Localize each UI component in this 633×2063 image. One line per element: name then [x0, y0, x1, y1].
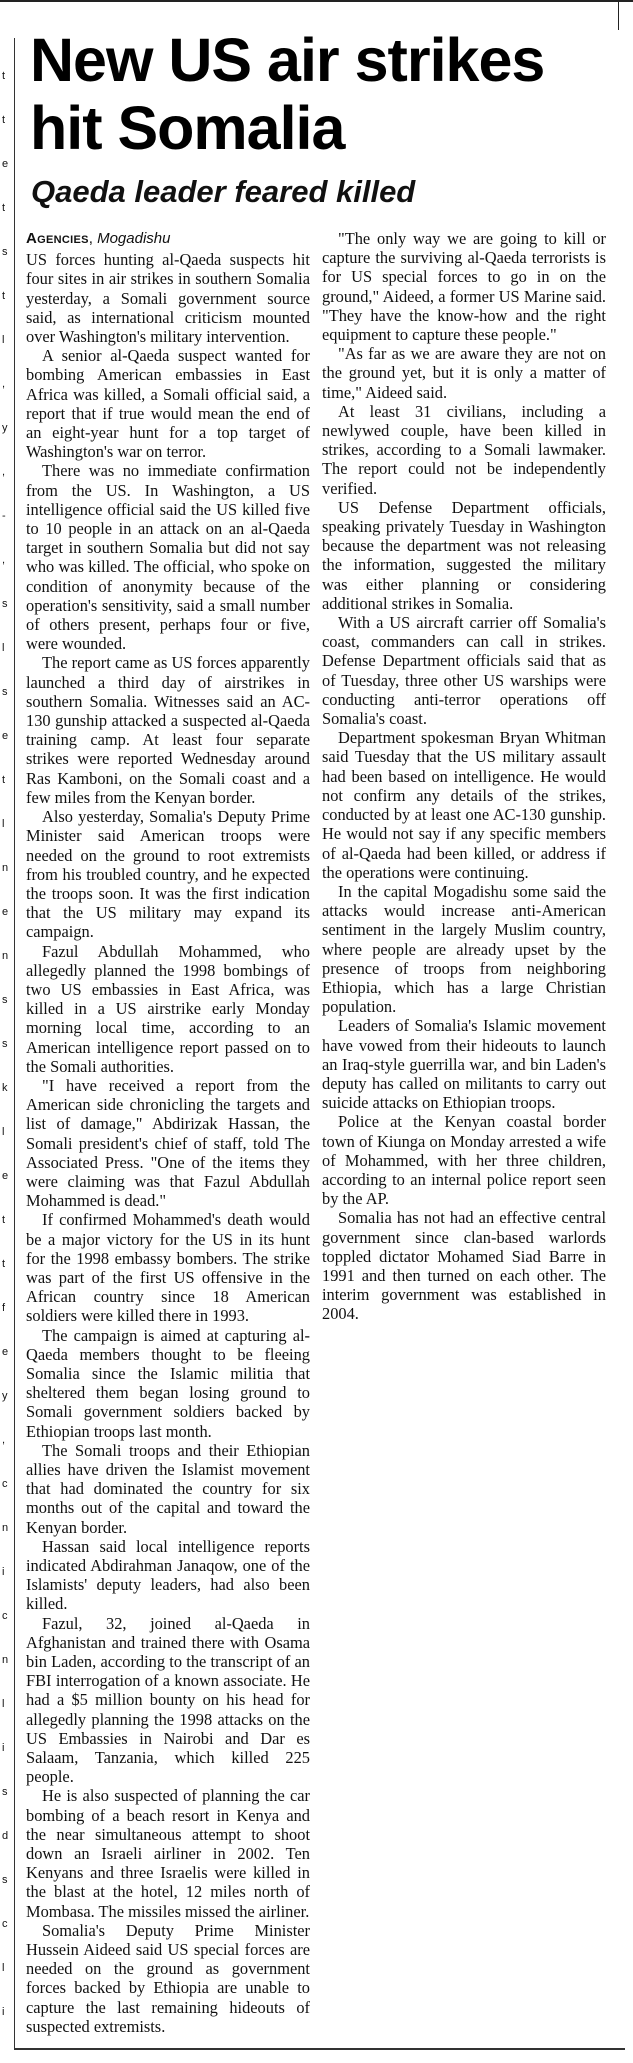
- gutter-fragment: t: [2, 202, 6, 214]
- article-body: [26, 229, 606, 2041]
- gutter-fragment: n: [2, 1654, 9, 1666]
- bottom-rule: [14, 2048, 625, 2050]
- gutter-fragment: ,: [2, 466, 6, 478]
- article-paragraphs: [26, 229, 606, 2041]
- column-divider: [14, 38, 15, 2048]
- gutter-fragment: i: [2, 2006, 5, 2018]
- gutter-fragment: l: [2, 818, 5, 830]
- article-paragraph: The report came as US forces apparently launched a third day of airstrikes in southern Somalia. Witnesses said an AC-130 gunship attacked a suspected al-Qaeda training camp. At least four separate strikes were reported Wednesday around Ras Kamboni, on the Somali coast and a few miles from the Kenyan border.: [26, 653, 310, 807]
- top-rule: [0, 0, 633, 2]
- article-paragraph: "As far as we are aware they are not on the ground yet, but it is only a matter of time," Aideed said.: [322, 344, 606, 402]
- gutter-fragment: s: [2, 1038, 8, 1050]
- gutter-fragment: n: [2, 862, 9, 874]
- gutter-fragment: d: [2, 1830, 9, 1842]
- article-paragraph: Somalia has not had an effective central government since clan-based warlords toppled dictator Mohamed Siad Barre in 1991 and then turned on each other. The interim government was established in 2004.: [322, 1208, 606, 1324]
- headline: New US air strikes hit Somalia: [30, 26, 545, 162]
- article-paragraph: "The only way we are going to kill or capture the surviving al-Qaeda terrorists is for US special forces to go in on the ground," Aideed, a former US Marine said. "They have the know-how and the right equipment to capture these people.": [322, 229, 606, 345]
- gutter-fragment: s: [2, 994, 8, 1006]
- byline-agency: Agencies: [26, 230, 89, 247]
- gutter-fragment: s: [2, 1874, 8, 1886]
- article-paragraph: Somalia's Deputy Prime Minister Hussein Aideed said US special forces are needed on the ground as government forces backed by Ethiopia are unable to capture the last remaining hideouts of suspected extremists.: [26, 1920, 310, 2036]
- gutter-fragment: l: [2, 1126, 5, 1138]
- article-paragraph: A senior al-Qaeda suspect wanted for bombing American embassies in East Africa was killed, a Somali official said, a report that if true would mean the end of an eight-year hunt for a top target of Washington's war on terror.: [26, 346, 310, 462]
- article-paragraph: "I have received a report from the American side chronicling the targets and list of damage," Abdirizak Hassan, the Somali president's chief of staff, told The Associated Press. "One of the items they were claiming was that Fazul Abdullah Mohammed is dead.": [26, 1075, 310, 1211]
- gutter-fragment: ,: [2, 378, 6, 390]
- article-paragraph: There was no immediate confirmation from the US. In Washington, a US intelligence official said the US killed five to 10 people in an attack on an al-Qaeda target in southern Somalia but did not say who was killed. The official, who spoke on condition of anonymity because of the operation's sensitivity, said a small number of others present, perhaps four or five, were wounded.: [26, 461, 310, 654]
- article-paragraph: He is also suspected of planning the car bombing of a beach resort in Kenya and the near simultaneous attempt to shoot down an Israeli airliner in 2002. Ten Kenyans and three Israelis were killed in the blast at the hotel, 12 miles north of Mombasa. The missiles missed the airliner.: [26, 1786, 310, 1921]
- article-paragraph: The Somali troops and their Ethiopian allies have driven the Islamist movement that had dominated the country for six months out of the capital and toward the Kenyan border.: [26, 1440, 310, 1537]
- gutter-fragment: e: [2, 1170, 9, 1182]
- article-paragraph: With a US aircraft carrier off Somalia's coast, commanders can call in strikes. Defense Department officials said that as of Tuesday, three other US warships were conducting anti-terror operations off Somalia's coast.: [322, 613, 606, 729]
- gutter-fragment: e: [2, 730, 9, 742]
- gutter-fragment: e: [2, 906, 9, 918]
- gutter-fragment: ,: [2, 554, 6, 566]
- gutter-fragment: s: [2, 246, 8, 258]
- article-paragraph: Fazul Abdullah Mohammed, who allegedly planned the 1998 bombings of two US embassies in East Africa, was killed in a US airstrike early Monday morning local time, according to an American intelligence report passed on to the Somali authorities.: [26, 941, 310, 1076]
- article-paragraph: Police at the Kenyan coastal border town of Kiunga on Monday arrested a wife of Mohammed, with her three children, according to an internal police report seen by the AP.: [322, 1112, 606, 1209]
- gutter-fragment: i: [2, 1566, 5, 1578]
- article-paragraph: Department spokesman Bryan Whitman said Tuesday that the US military assault had been based on intelligence. He would not confirm any details of the strikes, conducted by at least one AC-130 gunship. He would not say if any specific members of al-Qaeda had been killed, or address if the operations were continuing.: [322, 728, 606, 882]
- article-paragraph: Hassan said local intelligence reports indicated Abdirahman Janaqow, one of the Islamists' deputy leaders, had also been killed.: [26, 1536, 310, 1614]
- gutter-fragment: t: [2, 114, 6, 126]
- article-paragraph: If confirmed Mohammed's death would be a major victory for the US in its hunt for the 1998 embassy bombers. The strike was part of the first US offensive in the African country since 18 American soldiers were killed there in 1993.: [26, 1210, 310, 1326]
- gutter-fragment: s: [2, 598, 8, 610]
- gutter-fragment: s: [2, 1786, 8, 1798]
- gutter-fragment: f: [2, 1302, 6, 1314]
- article-paragraph: At least 31 civilians, including a newlywed couple, have been killed in strikes, according to a Somali lawmaker. The report could not be independently verified.: [322, 401, 606, 498]
- article-paragraph: US forces hunting al-Qaeda suspects hit four sites in air strikes in southern Somalia yesterday, a Somali government source said, as international criticism mounted over Washington's military intervention.: [26, 250, 310, 347]
- gutter-fragment: l: [2, 1698, 5, 1710]
- article-paragraph: In the capital Mogadishu some said the attacks would increase anti-American sentiment in the largely Muslim country, where people are already upset by the presence of troops from neighboring Ethiopia, which has a large Christian population.: [322, 881, 606, 1017]
- gutter-fragment: c: [2, 1478, 8, 1490]
- gutter-fragment: t: [2, 1258, 6, 1270]
- article-paragraph: Also yesterday, Somalia's Deputy Prime Minister said American troops were needed on the ground to root extremists from his troubled country, and he expected the troops soon. It was the first indication that the US military may expand its campaign.: [26, 807, 310, 942]
- gutter-fragment: i: [2, 1742, 5, 1754]
- gutter-fragment: k: [2, 1082, 8, 1094]
- gutter-fragment: n: [2, 1522, 9, 1534]
- gutter-fragment: n: [2, 950, 9, 962]
- top-right-rule: [618, 0, 619, 30]
- gutter-fragment: e: [2, 158, 9, 170]
- gutter-fragment: l: [2, 642, 5, 654]
- gutter-fragment: e: [2, 1346, 9, 1358]
- gutter-fragment: c: [2, 1918, 8, 1930]
- gutter-fragment: y: [2, 422, 8, 434]
- previous-column-fragment: [0, 40, 14, 2040]
- gutter-fragment: t: [2, 290, 6, 302]
- article-paragraph: Leaders of Somalia's Islamic movement have vowed from their hideouts to launch an Iraq-style guerrilla war, and bin Laden's deputy has called on militants to carry out suicide attacks on Ethiopian troops.: [322, 1016, 606, 1113]
- gutter-fragment: l: [2, 1962, 5, 1974]
- gutter-fragment: l: [2, 334, 5, 346]
- gutter-fragment: -: [2, 510, 6, 522]
- gutter-fragment: t: [2, 1214, 6, 1226]
- article-paragraph: The campaign is aimed at capturing al-Qaeda members thought to be fleeing Somalia since the Islamic militia that sheltered them began losing ground to Somali government soldiers backed by Ethiopian troops last month.: [26, 1325, 310, 1441]
- gutter-fragment: c: [2, 1610, 8, 1622]
- byline: Agencies, Mogadishu: [26, 230, 171, 247]
- article-paragraph: US Defense Department officials, speaking privately Tuesday in Washington because the department was not releasing the information, suggested the military was either planning or considering additional strikes in Somalia.: [322, 497, 606, 613]
- gutter-fragment: t: [2, 70, 6, 82]
- article-paragraph: Fazul, 32, joined al-Qaeda in Afghanistan and trained there with Osama bin Laden, according to the transcript of an FBI interrogation of a known associate. He had a $5 million bounty on his head for allegedly planning the 1998 attacks on the US Embassies in Nairobi and Dar es Salaam, Tanzania, which killed 225 people.: [26, 1613, 310, 1787]
- gutter-fragment: ,: [2, 1434, 6, 1446]
- subheadline: Qaeda leader feared killed: [31, 174, 416, 209]
- gutter-fragment: y: [2, 1390, 8, 1402]
- gutter-fragment: t: [2, 774, 6, 786]
- gutter-fragment: s: [2, 686, 8, 698]
- byline-location: Mogadishu: [97, 230, 171, 247]
